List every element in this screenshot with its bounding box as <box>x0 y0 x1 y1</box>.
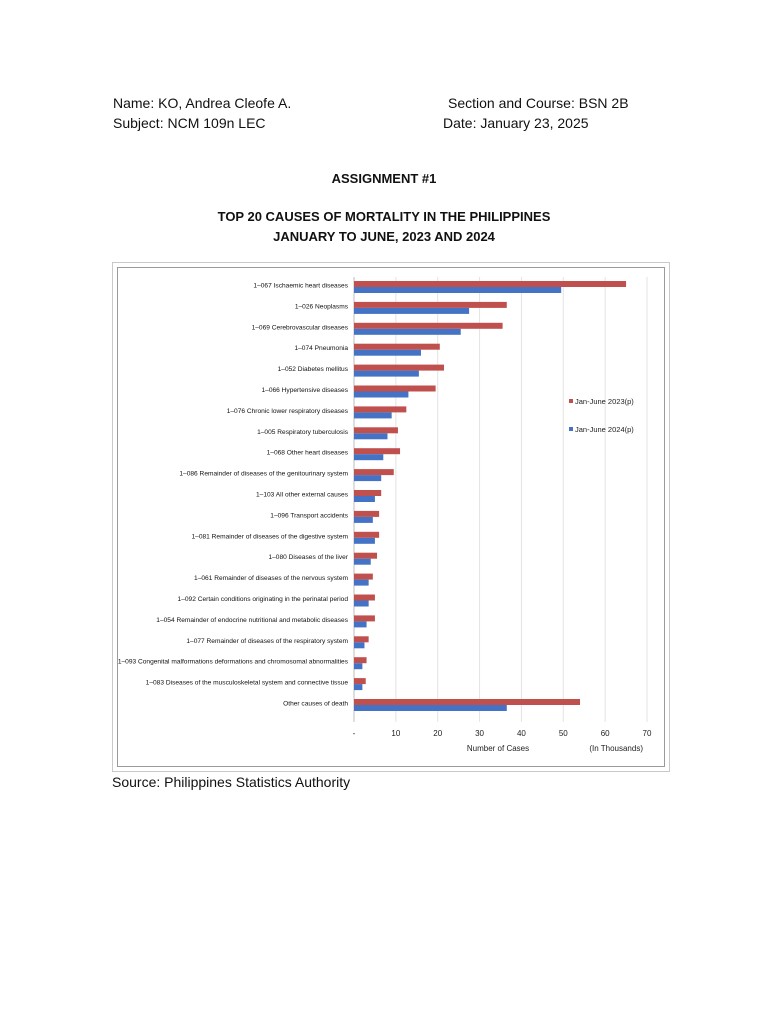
chart-frame <box>112 262 670 772</box>
bar-2023 <box>354 699 580 705</box>
bar-2024 <box>354 371 419 377</box>
category-label: 1–083 Diseases of the musculoskeletal system and connective tissue <box>145 679 348 687</box>
category-label: 1–086 Remainder of diseases of the genitourinary system <box>179 470 348 478</box>
bar-2024 <box>354 475 381 481</box>
category-label: 1–076 Chronic lower respiratory diseases <box>226 407 348 415</box>
legend-label: Jan-June 2023(p) <box>575 397 634 406</box>
bar-2023 <box>354 323 503 329</box>
category-label: 1–054 Remainder of endocrine nutritional and metabolic diseases <box>156 616 348 624</box>
bar-2024 <box>354 663 362 669</box>
x-axis-label: Number of Cases <box>466 743 530 753</box>
bar-2024 <box>354 496 375 502</box>
bar-2023 <box>354 657 367 663</box>
bar-2024 <box>354 642 364 648</box>
category-label: Other causes of death <box>283 700 348 708</box>
mortality-bar-chart <box>113 263 671 773</box>
bar-2024 <box>354 350 421 356</box>
bar-2023 <box>354 490 381 496</box>
student-name: Name: KO, Andrea Cleofe A. <box>113 95 292 111</box>
bar-2024 <box>354 433 387 439</box>
category-label: 1–096 Transport accidents <box>270 512 348 520</box>
x-axis-unit-note: (In Thousands) <box>589 743 643 753</box>
bar-2023 <box>354 615 375 621</box>
bar-2023 <box>354 448 400 454</box>
category-label: 1–052 Diabetes mellitus <box>277 366 348 374</box>
chart-title-line2: JANUARY TO JUNE, 2023 AND 2024 <box>273 229 495 244</box>
chart-title-line1: TOP 20 CAUSES OF MORTALITY IN THE PHILIPPINES <box>217 209 551 224</box>
bar-2024 <box>354 392 408 398</box>
assignment-title: ASSIGNMENT #1 <box>331 171 437 186</box>
category-label: 1–026 Neoplasms <box>294 303 348 311</box>
legend-label: Jan-June 2024(p) <box>575 425 634 434</box>
legend-swatch <box>569 427 573 431</box>
x-tick-label: 70 <box>642 728 652 738</box>
bar-2024 <box>354 684 362 690</box>
bar-2024 <box>354 454 383 460</box>
bar-2023 <box>354 678 366 684</box>
category-label: 1–005 Respiratory tuberculosis <box>257 428 348 436</box>
legend-swatch <box>569 399 573 403</box>
category-label: 1–103 All other external causes <box>255 491 348 499</box>
x-tick-label: - <box>352 728 356 738</box>
bar-2023 <box>354 427 398 433</box>
subject: Subject: NCM 109n LEC <box>113 115 266 131</box>
bar-2023 <box>354 281 626 287</box>
bar-2023 <box>354 595 375 601</box>
bar-2024 <box>354 601 369 607</box>
bar-2023 <box>354 532 379 538</box>
source-note: Source: Philippines Statistics Authority <box>112 774 351 790</box>
bar-2024 <box>354 517 373 523</box>
category-label: 1–092 Certain conditions originating in the perinatal period <box>177 596 348 603</box>
category-label: 1–061 Remainder of diseases of the nervous system <box>194 575 348 583</box>
bar-2024 <box>354 287 561 293</box>
category-label: 1–067 Ischaemic heart diseases <box>253 282 348 290</box>
bar-2023 <box>354 553 377 559</box>
section-course: Section and Course: BSN 2B <box>448 95 629 111</box>
bar-2023 <box>354 386 436 392</box>
date: Date: January 23, 2025 <box>443 115 589 131</box>
bar-2024 <box>354 580 369 586</box>
x-tick-label: 60 <box>600 728 610 738</box>
category-label: 1–093 Congenital malformations deformations and chromosomal abnormalities <box>117 658 348 666</box>
bar-2024 <box>354 329 461 335</box>
category-label: 1–068 Other heart diseases <box>266 449 348 457</box>
bar-2024 <box>354 412 392 418</box>
bar-2024 <box>354 621 367 627</box>
bar-2023 <box>354 469 394 475</box>
x-tick-label: 20 <box>433 728 443 738</box>
category-label: 1–081 Remainder of diseases of the digestive system <box>191 533 348 541</box>
category-label: 1–069 Cerebrovascular diseases <box>251 324 348 332</box>
bar-2024 <box>354 559 371 565</box>
bar-2023 <box>354 406 406 412</box>
x-tick-label: 40 <box>516 728 526 738</box>
category-label: 1–077 Remainder of diseases of the respiratory system <box>186 637 348 645</box>
bar-2023 <box>354 636 369 642</box>
bar-2024 <box>354 705 507 711</box>
bar-2023 <box>354 365 444 371</box>
bar-2023 <box>354 574 373 580</box>
category-label: 1–080 Diseases of the liver <box>268 554 348 562</box>
x-tick-label: 50 <box>558 728 568 738</box>
category-label: 1–066 Hypertensive diseases <box>261 387 348 394</box>
bar-2024 <box>354 308 469 314</box>
bar-2023 <box>354 511 379 517</box>
category-label: 1–074 Pneumonia <box>294 345 348 353</box>
bar-2023 <box>354 344 440 350</box>
x-tick-label: 10 <box>391 728 401 738</box>
x-tick-label: 30 <box>475 728 485 738</box>
bar-2023 <box>354 302 507 308</box>
bar-2024 <box>354 538 375 544</box>
